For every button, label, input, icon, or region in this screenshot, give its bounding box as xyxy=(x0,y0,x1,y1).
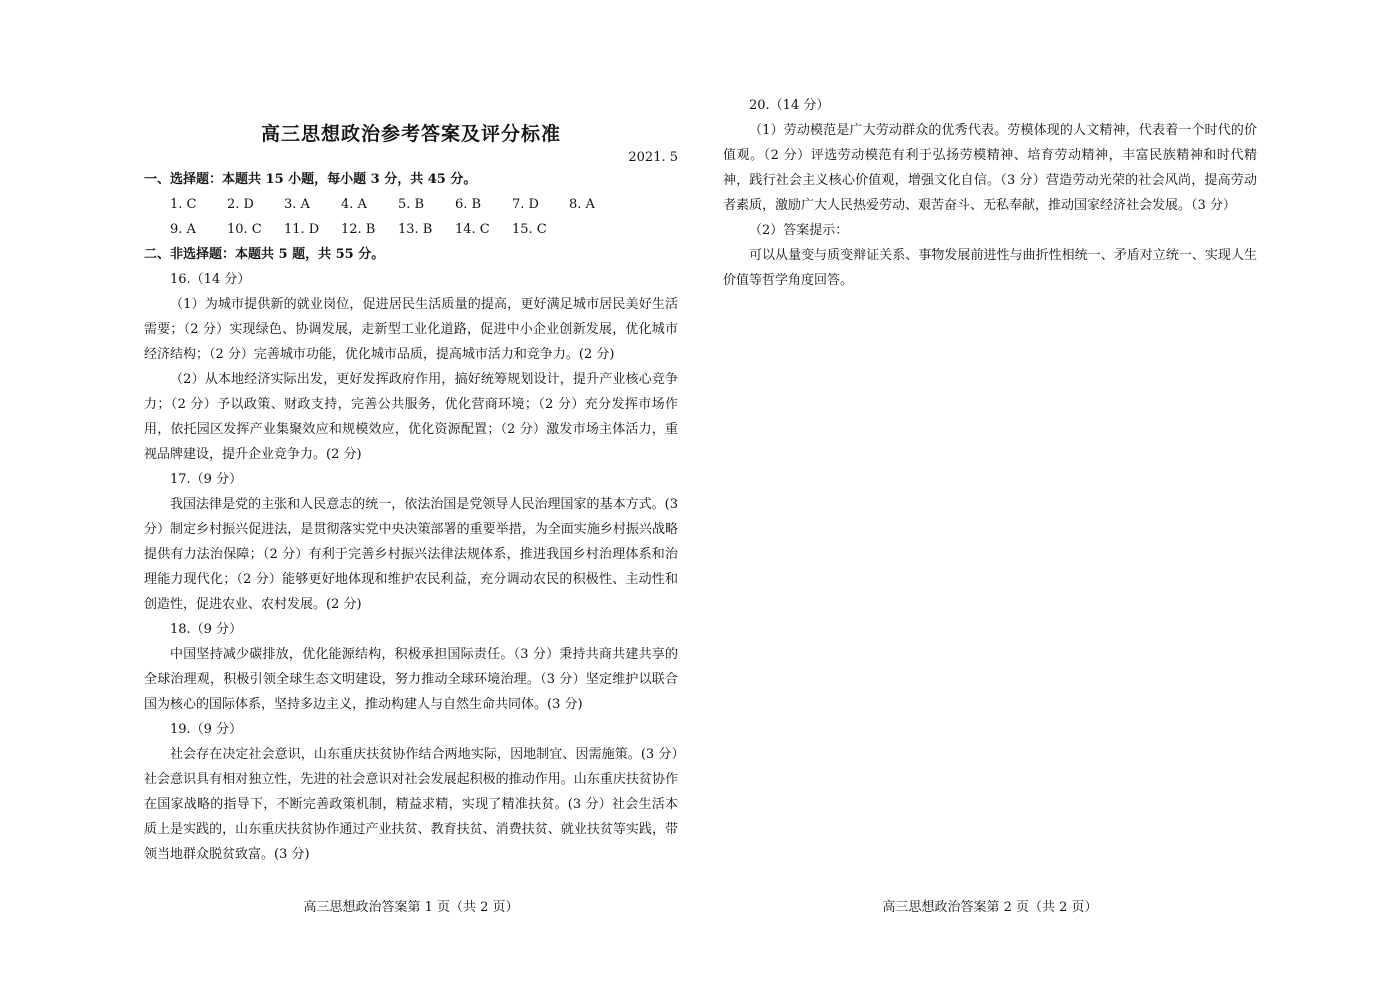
page-1 xyxy=(144,0,678,983)
section-2-heading: 二、非选择题：本题共 5 题，共 55 分。 xyxy=(144,247,385,262)
page-2-body xyxy=(723,93,1257,293)
q17-paragraph: 我国法律是党的主张和人民意志的统一，依法治国是党领导人民治理国家的基本方式。(3 分）制定乡村振兴促进法，是贯彻落实党中央决策部署的重要举措，为全面实施乡村振兴战略提供有力法治保障；（2 分）有利于完善乡村振兴法律法规体系，推进我国乡村治理体系和治理能力现代化；（2 分）能够更好地体现和维护农民利益，充分调动农民的积极性、主动性和创造性，促进农业、农村发展。(2 分) xyxy=(144,497,678,612)
answer-12: 12. B xyxy=(341,222,376,237)
q19-paragraph: 社会存在决定社会意识，山东重庆扶贫协作结合两地实际，因地制宜、因需施策。(3 分）社会意识具有相对独立性，先进的社会意识对社会发展起积极的推动作用。山东重庆扶贫协作在国家战略的指导下，不断完善政策机制，精益求精，实现了精准扶贫。(3 分）社会生活本质上是实践的，山东重庆扶贫协作通过产业扶贫、教育扶贫、消费扶贫、就业扶贫等实践，带领当地群众脱贫致富。(3 分) xyxy=(144,747,678,862)
answer-15: 15. C xyxy=(512,222,547,237)
q19-header: 19.（9 分） xyxy=(170,722,243,737)
page-1-footer: 高三思想政治答案第 1 页（共 2 页） xyxy=(303,900,519,915)
answer-3: 3. A xyxy=(284,197,310,212)
answer-8: 8. A xyxy=(569,197,595,212)
q16-paragraph-1: （1）为城市提供新的就业岗位，促进居民生活质量的提高，更好满足城市居民美好生活需要；（2 分）实现绿色、协调发展，走新型工业化道路，促进中小企业创新发展，优化城市经济结构；（2 分）完善城市功能，优化城市品质，提高城市活力和竞争力。(2 分) xyxy=(144,297,678,362)
page-1-body xyxy=(144,167,678,867)
answer-row-1 xyxy=(144,192,678,217)
q18-header: 18.（9 分） xyxy=(170,622,243,637)
q16-header: 16.（14 分） xyxy=(170,272,251,287)
q17-header: 17.（9 分） xyxy=(170,472,243,487)
answer-2: 2. D xyxy=(227,197,254,212)
answer-5: 5. B xyxy=(398,197,425,212)
answer-row-2 xyxy=(144,217,678,242)
answer-14: 14. C xyxy=(455,222,490,237)
q20-paragraph-1: （1）劳动模范是广大劳动群众的优秀代表。劳模体现的人文精神，代表着一个时代的价值观。（2 分）评选劳动模范有利于弘扬劳模精神、培育劳动精神，丰富民族精神和时代精神，践行社会主义核心价值观，增强文化自信。（3 分）营造劳动光荣的社会风尚，提高劳动者素质，激励广大人民热爱劳动、艰苦奋斗、无私奉献，推动国家经济社会发展。（3 分） xyxy=(723,123,1257,213)
answer-9: 9. A xyxy=(170,222,196,237)
q16-paragraph-2: （2）从本地经济实际出发，更好发挥政府作用，搞好统筹规划设计，提升产业核心竞争力；（2 分）予以政策、财政支持，完善公共服务，优化营商环境；（2 分）充分发挥市场作用，依托园区发挥产业集聚效应和规模效应，优化资源配置；（2 分）激发市场主体活力，重视品牌建设，提升企业竞争力。(2 分) xyxy=(144,372,678,462)
answer-11: 11. D xyxy=(284,222,320,237)
page-2-footer: 高三思想政治答案第 2 页（共 2 页） xyxy=(882,900,1098,915)
exam-date: 2021. 5 xyxy=(628,150,678,165)
page-title: 高三思想政治参考答案及评分标准 xyxy=(260,123,561,145)
answer-10: 10. C xyxy=(227,222,262,237)
answer-1: 1. C xyxy=(170,197,197,212)
answer-6: 6. B xyxy=(455,197,482,212)
answer-13: 13. B xyxy=(398,222,433,237)
answer-4: 4. A xyxy=(341,197,367,212)
q18-paragraph: 中国坚持减少碳排放，优化能源结构，积极承担国际责任。（3 分）秉持共商共建共享的全球治理观，积极引领全球生态文明建设，努力推动全球环境治理。（3 分）坚定维护以联合国为核心的国际体系，坚持多边主义，推动构建人与自然生命共同体。(3 分) xyxy=(144,647,678,712)
page-2 xyxy=(723,0,1257,983)
section-1-heading: 一、选择题：本题共 15 小题，每小题 3 分，共 45 分。 xyxy=(144,172,477,187)
q20-paragraph-2: 可以从量变与质变辩证关系、事物发展前进性与曲折性相统一、矛盾对立统一、实现人生价值等哲学角度回答。 xyxy=(723,248,1257,288)
q20-header: 20.（14 分） xyxy=(749,98,830,113)
answer-7: 7. D xyxy=(512,197,539,212)
q20-part-2-label: （2）答案提示： xyxy=(749,223,849,238)
